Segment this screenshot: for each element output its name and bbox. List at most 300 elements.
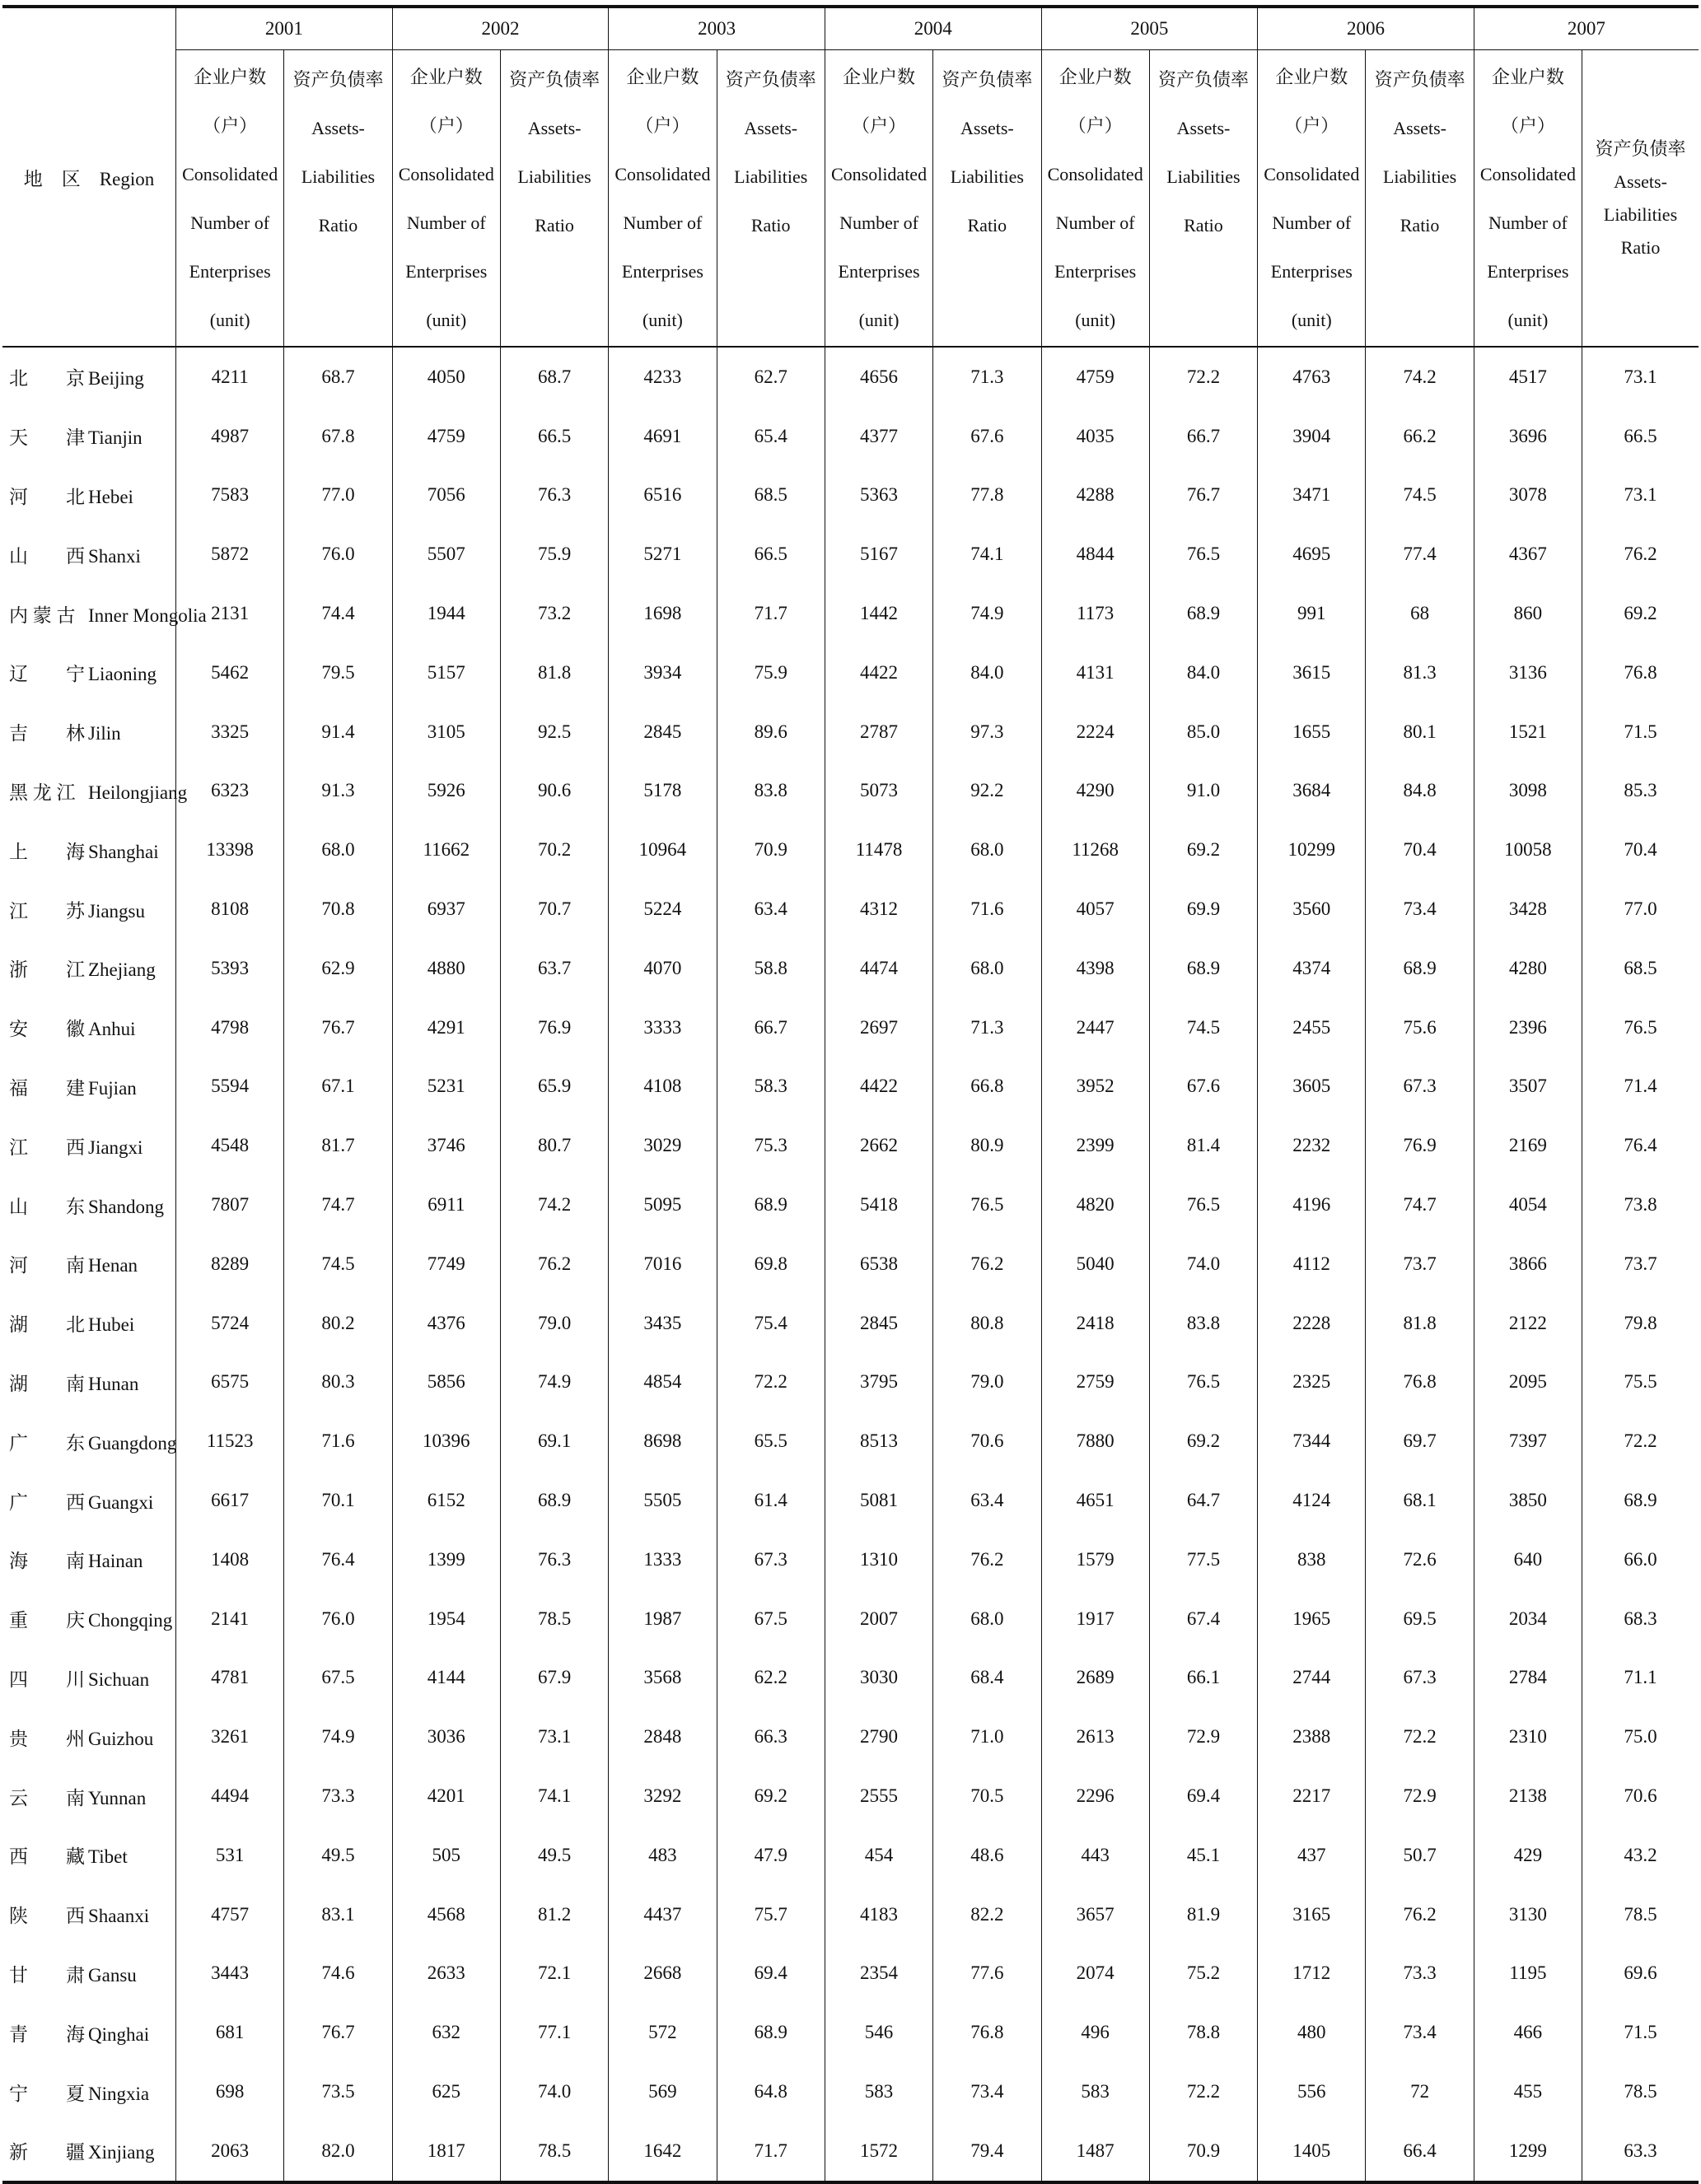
enterprises-count-header	[1041, 50, 1149, 348]
header-line: Ratio	[1400, 215, 1440, 236]
enterprises-count-cell: 4367	[1474, 525, 1582, 584]
assets-liabilities-ratio-cell: 76.3	[500, 466, 608, 525]
enterprises-count-cell: 6575	[176, 1353, 284, 1412]
region-cell	[2, 1707, 176, 1766]
header-line: 企业户数	[194, 66, 267, 87]
header-line: （户）	[1284, 114, 1339, 136]
enterprises-count-cell: 2790	[825, 1707, 932, 1766]
enterprises-count-cell: 443	[1041, 1826, 1149, 1885]
enterprises-count-cell: 10058	[1474, 820, 1582, 880]
region-name-en: Hebei	[88, 486, 133, 507]
enterprises-count-cell: 6937	[392, 880, 500, 939]
header-line: 资产负债率	[509, 69, 600, 90]
enterprises-count-cell: 3746	[392, 1116, 500, 1175]
region-name-zh: 福 建	[9, 1077, 85, 1099]
region-cell	[2, 820, 176, 880]
enterprises-count-cell: 1310	[825, 1530, 932, 1589]
enterprises-count-cell: 5393	[176, 939, 284, 998]
enterprises-count-cell: 2122	[1474, 1294, 1582, 1353]
assets-liabilities-ratio-cell: 67.8	[284, 407, 392, 466]
table-row	[2, 466, 1699, 525]
assets-liabilities-ratio-cell: 74.0	[1149, 1234, 1257, 1294]
enterprises-count-cell: 4651	[1041, 1471, 1149, 1530]
assets-liabilities-ratio-cell: 66.5	[1582, 407, 1699, 466]
assets-liabilities-ratio-cell: 81.4	[1149, 1116, 1257, 1175]
assets-liabilities-ratio-cell: 70.9	[1149, 2121, 1257, 2182]
assets-liabilities-ratio-cell: 74.5	[1366, 466, 1474, 525]
assets-liabilities-ratio-cell: 72.2	[1149, 347, 1257, 407]
enterprises-count-cell: 4656	[825, 347, 932, 407]
assets-liabilities-ratio-cell: 72.2	[1366, 1707, 1474, 1766]
assets-liabilities-ratio-cell: 66.5	[500, 407, 608, 466]
enterprises-count-cell: 5363	[825, 466, 932, 525]
assets-liabilities-ratio-cell: 76.9	[1366, 1116, 1474, 1175]
assets-liabilities-ratio-cell: 78.8	[1149, 2003, 1257, 2062]
enterprises-count-cell: 3333	[609, 998, 717, 1057]
enterprises-count-cell: 2354	[825, 1944, 932, 2004]
assets-liabilities-ratio-cell: 76.2	[933, 1234, 1041, 1294]
enterprises-count-cell: 4781	[176, 1649, 284, 1708]
region-name-en: Guangdong	[88, 1432, 177, 1454]
header-line: (unit)	[1075, 309, 1116, 330]
assets-liabilities-ratio-cell: 90.6	[500, 762, 608, 821]
enterprises-count-cell: 3471	[1258, 466, 1366, 525]
enterprises-count-cell: 1487	[1041, 2121, 1149, 2182]
assets-liabilities-ratio-cell: 82.0	[284, 2121, 392, 2182]
enterprises-count-cell: 2396	[1474, 998, 1582, 1057]
header-line: 企业户数	[843, 66, 916, 87]
region-name-en: Ningxia	[88, 2083, 150, 2104]
header-line: Assets-Liabilities	[1603, 170, 1678, 225]
enterprises-count-cell: 5594	[176, 1057, 284, 1117]
enterprises-count-cell: 2325	[1258, 1353, 1366, 1412]
assets-liabilities-ratio-cell: 73.4	[1366, 880, 1474, 939]
region-name-zh: 广 西	[9, 1491, 85, 1513]
region-name-zh: 甘 肃	[9, 1964, 85, 1986]
assets-liabilities-ratio-cell: 63.4	[933, 1471, 1041, 1530]
assets-liabilities-ratio-cell: 75.0	[1582, 1707, 1699, 1766]
enterprises-count-cell: 3657	[1041, 1885, 1149, 1944]
enterprises-count-cell: 4422	[825, 1057, 932, 1117]
assets-liabilities-ratio-cell: 76.2	[933, 1530, 1041, 1589]
region-name-en: Shanxi	[88, 545, 141, 567]
assets-liabilities-ratio-cell: 70.4	[1582, 820, 1699, 880]
assets-liabilities-ratio-cell: 73.7	[1366, 1234, 1474, 1294]
enterprises-count-cell: 8698	[609, 1412, 717, 1471]
assets-liabilities-ratio-cell: 43.2	[1582, 1826, 1699, 1885]
region-name-en: Inner Mongolia	[88, 604, 207, 626]
assets-liabilities-ratio-cell: 77.6	[933, 1944, 1041, 2004]
assets-liabilities-ratio-cell: 69.2	[717, 1766, 825, 1826]
region-cell	[2, 525, 176, 584]
enterprises-count-cell: 4280	[1474, 939, 1582, 998]
enterprises-count-cell: 698	[176, 2062, 284, 2121]
assets-liabilities-ratio-cell: 62.2	[717, 1649, 825, 1708]
region-name-zh: 云 南	[9, 1787, 85, 1808]
header-line: 资产负债率	[942, 69, 1033, 90]
enterprises-count-cell: 2007	[825, 1589, 932, 1649]
region-name-en: Jiangsu	[88, 900, 145, 922]
assets-liabilities-ratio-cell: 71.1	[1582, 1649, 1699, 1708]
enterprises-count-header	[1474, 50, 1582, 348]
region-cell	[2, 1057, 176, 1117]
assets-liabilities-ratio-cell: 68.7	[500, 347, 608, 407]
assets-liabilities-ratio-cell: 72.2	[1582, 1412, 1699, 1471]
assets-liabilities-ratio-cell: 66.7	[717, 998, 825, 1057]
assets-liabilities-ratio-cell: 73.7	[1582, 1234, 1699, 1294]
assets-liabilities-ratio-cell: 67.5	[717, 1589, 825, 1649]
header-line: Number of	[1488, 212, 1568, 233]
enterprises-count-cell: 5856	[392, 1353, 500, 1412]
enterprises-count-cell: 1917	[1041, 1589, 1149, 1649]
assets-liabilities-ratio-cell: 76.8	[1582, 643, 1699, 702]
enterprises-count-cell: 4108	[609, 1057, 717, 1117]
assets-liabilities-ratio-cell: 67.6	[1149, 1057, 1257, 1117]
assets-liabilities-ratio-cell: 63.3	[1582, 2121, 1699, 2182]
enterprises-count-cell: 4798	[176, 998, 284, 1057]
assets-liabilities-ratio-cell: 74.9	[500, 1353, 608, 1412]
enterprises-count-cell: 4291	[392, 998, 500, 1057]
assets-liabilities-ratio-cell: 74.7	[1366, 1175, 1474, 1234]
header-line: (unit)	[426, 309, 467, 330]
enterprises-count-cell: 860	[1474, 584, 1582, 643]
region-name-zh: 河 南	[9, 1255, 85, 1276]
table-header	[2, 7, 1699, 347]
enterprises-count-cell: 4035	[1041, 407, 1149, 466]
assets-liabilities-ratio-cell: 76.5	[1149, 525, 1257, 584]
header-line: Number of	[623, 212, 703, 233]
assets-liabilities-ratio-cell: 89.6	[717, 702, 825, 762]
assets-liabilities-ratio-cell: 67.3	[717, 1530, 825, 1589]
enterprises-count-cell: 1572	[825, 2121, 932, 2182]
enterprises-count-cell: 3292	[609, 1766, 717, 1826]
assets-liabilities-ratio-cell: 62.7	[717, 347, 825, 407]
header-line: 企业户数	[626, 66, 699, 87]
region-cell	[2, 407, 176, 466]
assets-liabilities-ratio-cell: 83.8	[1149, 1294, 1257, 1353]
header-line: Enterprises	[1270, 260, 1353, 282]
enterprises-count-cell: 455	[1474, 2062, 1582, 2121]
assets-liabilities-ratio-cell: 69.9	[1149, 880, 1257, 939]
table-row	[2, 1353, 1699, 1412]
region-cell	[2, 1826, 176, 1885]
enterprises-count-cell: 13398	[176, 820, 284, 880]
region-name-zh: 安 徽	[9, 1019, 85, 1040]
assets-liabilities-ratio-cell: 66.5	[717, 525, 825, 584]
enterprises-count-cell: 454	[825, 1826, 932, 1885]
assets-liabilities-ratio-cell: 67.3	[1366, 1057, 1474, 1117]
enterprises-count-cell: 4759	[392, 407, 500, 466]
enterprises-count-cell: 1698	[609, 584, 717, 643]
table-row	[2, 1294, 1699, 1353]
region-name-zh: 上 海	[9, 841, 85, 862]
assets-liabilities-ratio-cell: 68.9	[717, 2003, 825, 2062]
enterprises-count-cell: 5462	[176, 643, 284, 702]
enterprises-count-cell: 2095	[1474, 1353, 1582, 1412]
assets-liabilities-ratio-cell: 81.8	[1366, 1294, 1474, 1353]
header-line: Assets-	[960, 118, 1014, 138]
enterprises-count-cell: 5178	[609, 762, 717, 821]
enterprises-count-cell: 6152	[392, 1471, 500, 1530]
region-cell	[2, 1944, 176, 2004]
enterprises-count-cell: 2447	[1041, 998, 1149, 1057]
assets-liabilities-ratio-cell: 81.8	[500, 643, 608, 702]
header-line: 资产负债率	[292, 69, 384, 90]
assets-liabilities-ratio-cell: 74.1	[933, 525, 1041, 584]
header-line: （户）	[418, 114, 474, 136]
table-row	[2, 1826, 1699, 1885]
enterprises-count-cell: 3105	[392, 702, 500, 762]
enterprises-count-cell: 572	[609, 2003, 717, 2062]
enterprises-count-cell: 4377	[825, 407, 932, 466]
enterprises-count-cell: 483	[609, 1826, 717, 1885]
table-row	[2, 1649, 1699, 1708]
table-row	[2, 1412, 1699, 1471]
enterprises-count-cell: 2310	[1474, 1707, 1582, 1766]
assets-liabilities-ratio-cell: 72.1	[500, 1944, 608, 2004]
table-row	[2, 1885, 1699, 1944]
region-name-zh: 海 南	[9, 1551, 85, 1572]
region-name-zh: 河 北	[9, 486, 85, 507]
assets-liabilities-ratio-cell: 78.5	[500, 1589, 608, 1649]
enterprises-count-cell: 2034	[1474, 1589, 1582, 1649]
enterprises-count-cell: 2744	[1258, 1649, 1366, 1708]
enterprises-count-cell: 5081	[825, 1471, 932, 1530]
enterprises-count-cell: 4374	[1258, 939, 1366, 998]
enterprises-count-cell: 4759	[1041, 347, 1149, 407]
enterprises-count-cell: 496	[1041, 2003, 1149, 2062]
assets-liabilities-ratio-cell: 68.9	[500, 1471, 608, 1530]
region-name-en: Gansu	[88, 1964, 137, 1986]
header-line: Number of	[839, 212, 918, 233]
table-row	[2, 820, 1699, 880]
assets-liabilities-ratio-cell: 85.3	[1582, 762, 1699, 821]
header-line: 资产负债率	[1157, 69, 1249, 90]
enterprises-count-cell: 1173	[1041, 584, 1149, 643]
enterprises-count-cell: 1521	[1474, 702, 1582, 762]
region-name-zh: 浙 江	[9, 959, 85, 981]
region-name-en: Liaoning	[88, 664, 157, 685]
assets-liabilities-ratio-cell: 73.8	[1582, 1175, 1699, 1234]
enterprises-count-cell: 2555	[825, 1766, 932, 1826]
enterprises-count-cell: 2784	[1474, 1649, 1582, 1708]
assets-liabilities-ratio-cell: 66.8	[933, 1057, 1041, 1117]
enterprises-count-cell: 4112	[1258, 1234, 1366, 1294]
enterprises-count-cell: 1442	[825, 584, 932, 643]
assets-liabilities-ratio-cell: 68.9	[1366, 939, 1474, 998]
assets-liabilities-ratio-cell: 67.9	[500, 1649, 608, 1708]
assets-liabilities-ratio-cell: 73.1	[1582, 466, 1699, 525]
assets-liabilities-ratio-cell: 68.9	[1582, 1471, 1699, 1530]
assets-liabilities-ratio-cell: 70.6	[1582, 1766, 1699, 1826]
enterprises-count-cell: 569	[609, 2062, 717, 2121]
enterprises-count-cell: 4211	[176, 347, 284, 407]
enterprises-count-cell: 3261	[176, 1707, 284, 1766]
table-row	[2, 1766, 1699, 1826]
enterprises-count-cell: 4290	[1041, 762, 1149, 821]
assets-liabilities-ratio-cell: 75.7	[717, 1885, 825, 1944]
assets-liabilities-ratio-cell: 67.4	[1149, 1589, 1257, 1649]
enterprises-count-cell: 4376	[392, 1294, 500, 1353]
enterprises-count-cell: 2131	[176, 584, 284, 643]
enterprises-count-cell: 4070	[609, 939, 717, 998]
enterprises-count-cell: 4312	[825, 880, 932, 939]
enterprises-count-cell: 583	[825, 2062, 932, 2121]
assets-liabilities-ratio-cell: 85.0	[1149, 702, 1257, 762]
assets-liabilities-ratio-cell: 91.0	[1149, 762, 1257, 821]
assets-liabilities-ratio-cell: 73.2	[500, 584, 608, 643]
assets-liabilities-ratio-cell: 76.7	[284, 2003, 392, 2062]
table-row	[2, 1234, 1699, 1294]
region-cell	[2, 584, 207, 643]
enterprises-count-cell: 583	[1041, 2062, 1149, 2121]
assets-liabilities-ratio-cell: 83.1	[284, 1885, 392, 1944]
enterprises-count-cell: 5095	[609, 1175, 717, 1234]
enterprises-count-cell: 3078	[1474, 466, 1582, 525]
enterprises-count-cell: 466	[1474, 2003, 1582, 2062]
region-cell	[2, 1294, 176, 1353]
enterprises-count-cell: 4820	[1041, 1175, 1149, 1234]
table-row	[2, 1057, 1699, 1117]
assets-liabilities-ratio-cell: 76.7	[1149, 466, 1257, 525]
assets-liabilities-ratio-cell: 72.2	[717, 1353, 825, 1412]
assets-liabilities-ratio-cell: 75.5	[1582, 1353, 1699, 1412]
assets-liabilities-ratio-cell: 45.1	[1149, 1826, 1257, 1885]
region-name-en: Zhejiang	[88, 959, 156, 981]
table-row	[2, 584, 1699, 643]
assets-liabilities-ratio-cell: 78.5	[1582, 1885, 1699, 1944]
assets-liabilities-ratio-cell: 50.7	[1366, 1826, 1474, 1885]
table-row	[2, 1589, 1699, 1649]
enterprises-count-cell: 5505	[609, 1471, 717, 1530]
header-line: Consolidated	[1479, 163, 1576, 184]
enterprises-count-cell: 8108	[176, 880, 284, 939]
assets-liabilities-ratio-cell: 68.9	[717, 1175, 825, 1234]
region-name-en: Shaanxi	[88, 1906, 150, 1927]
enterprises-count-cell: 4050	[392, 347, 500, 407]
header-line: (unit)	[209, 309, 250, 330]
enterprises-count-cell: 11478	[825, 820, 932, 880]
assets-liabilities-ratio-cell: 84.8	[1366, 762, 1474, 821]
header-line: Enterprises	[1054, 260, 1137, 282]
enterprises-count-cell: 5872	[176, 525, 284, 584]
assets-liabilities-ratio-cell: 77.4	[1366, 525, 1474, 584]
enterprises-count-cell: 1642	[609, 2121, 717, 2182]
assets-liabilities-ratio-cell: 71.7	[717, 584, 825, 643]
enterprises-count-cell: 4695	[1258, 525, 1366, 584]
assets-liabilities-ratio-cell: 68.5	[717, 466, 825, 525]
enterprises-count-cell: 5926	[392, 762, 500, 821]
year-header-row	[2, 7, 1699, 50]
header-line: (unit)	[642, 309, 683, 330]
header-line: Number of	[406, 212, 486, 233]
assets-liabilities-ratio-cell: 69.1	[500, 1412, 608, 1471]
enterprises-count-cell: 6911	[392, 1175, 500, 1234]
region-name-zh: 陕 西	[9, 1906, 85, 1927]
enterprises-count-cell: 11662	[392, 820, 500, 880]
enterprises-count-cell: 2418	[1041, 1294, 1149, 1353]
assets-liabilities-ratio-cell: 68	[1366, 584, 1474, 643]
assets-liabilities-ratio-cell: 68.4	[933, 1649, 1041, 1708]
assets-liabilities-ratio-cell: 70.6	[933, 1412, 1041, 1471]
enterprises-count-cell: 3165	[1258, 1885, 1366, 1944]
enterprises-count-cell: 3507	[1474, 1057, 1582, 1117]
enterprises-count-cell: 2848	[609, 1707, 717, 1766]
enterprises-count-cell: 3325	[176, 702, 284, 762]
assets-liabilities-ratio-cell: 71.5	[1582, 2003, 1699, 2062]
region-cell	[2, 1530, 176, 1589]
assets-liabilities-ratio-cell: 76.5	[1149, 1175, 1257, 1234]
assets-liabilities-ratio-cell: 70.2	[500, 820, 608, 880]
enterprises-count-cell: 5231	[392, 1057, 500, 1117]
assets-liabilities-ratio-cell: 66.3	[717, 1707, 825, 1766]
assets-liabilities-ratio-cell: 80.1	[1366, 702, 1474, 762]
enterprises-count-cell: 10964	[609, 820, 717, 880]
enterprises-count-cell: 7749	[392, 1234, 500, 1294]
enterprises-count-cell: 3934	[609, 643, 717, 702]
enterprises-count-cell: 4422	[825, 643, 932, 702]
enterprises-count-cell: 3130	[1474, 1885, 1582, 1944]
enterprises-count-cell: 6538	[825, 1234, 932, 1294]
enterprises-count-cell: 4474	[825, 939, 932, 998]
header-line: 企业户数	[1058, 66, 1132, 87]
assets-liabilities-ratio-header	[717, 50, 825, 348]
assets-liabilities-ratio-cell: 71.3	[933, 998, 1041, 1057]
assets-liabilities-ratio-cell: 74.5	[1149, 998, 1257, 1057]
region-cell	[2, 1116, 176, 1175]
enterprises-count-cell: 2138	[1474, 1766, 1582, 1826]
assets-liabilities-ratio-cell: 73.3	[284, 1766, 392, 1826]
assets-liabilities-ratio-cell: 71.0	[933, 1707, 1041, 1766]
header-line: Assets-	[527, 118, 582, 138]
enterprises-count-cell: 546	[825, 2003, 932, 2062]
assets-liabilities-ratio-cell: 74.6	[284, 1944, 392, 2004]
assets-liabilities-ratio-cell: 75.9	[500, 525, 608, 584]
region-name-en: Heilongjiang	[88, 782, 188, 803]
assets-liabilities-ratio-cell: 77.8	[933, 466, 1041, 525]
enterprises-count-cell: 3443	[176, 1944, 284, 2004]
enterprises-count-cell: 4987	[176, 407, 284, 466]
year-header: 2002	[392, 7, 609, 50]
enterprises-count-cell: 4763	[1258, 347, 1366, 407]
assets-liabilities-ratio-cell: 61.4	[717, 1471, 825, 1530]
enterprises-count-cell: 4124	[1258, 1471, 1366, 1530]
header-line: 资产负债率	[1595, 138, 1686, 159]
assets-liabilities-ratio-cell: 64.8	[717, 2062, 825, 2121]
assets-liabilities-ratio-cell: 83.8	[717, 762, 825, 821]
enterprises-count-cell: 4757	[176, 1885, 284, 1944]
region-name-zh: 江 西	[9, 1136, 85, 1158]
header-line: Assets-	[1176, 118, 1231, 138]
assets-liabilities-ratio-cell: 77.0	[284, 466, 392, 525]
assets-liabilities-ratio-cell: 69.4	[1149, 1766, 1257, 1826]
enterprises-count-cell: 7016	[609, 1234, 717, 1294]
region-cell	[2, 643, 176, 702]
table-row	[2, 2003, 1699, 2062]
year-header: 2003	[609, 7, 825, 50]
enterprises-count-cell: 4854	[609, 1353, 717, 1412]
enterprises-count-cell: 8289	[176, 1234, 284, 1294]
assets-liabilities-ratio-cell: 68.0	[284, 820, 392, 880]
enterprises-count-cell: 3850	[1474, 1471, 1582, 1530]
assets-liabilities-ratio-header	[1582, 50, 1699, 348]
header-line: 资产负债率	[725, 69, 816, 90]
assets-liabilities-ratio-cell: 79.0	[500, 1294, 608, 1353]
enterprises-count-cell: 1817	[392, 2121, 500, 2182]
enterprises-count-cell: 4196	[1258, 1175, 1366, 1234]
assets-liabilities-ratio-header	[500, 50, 608, 348]
header-line: （户）	[1068, 114, 1123, 136]
